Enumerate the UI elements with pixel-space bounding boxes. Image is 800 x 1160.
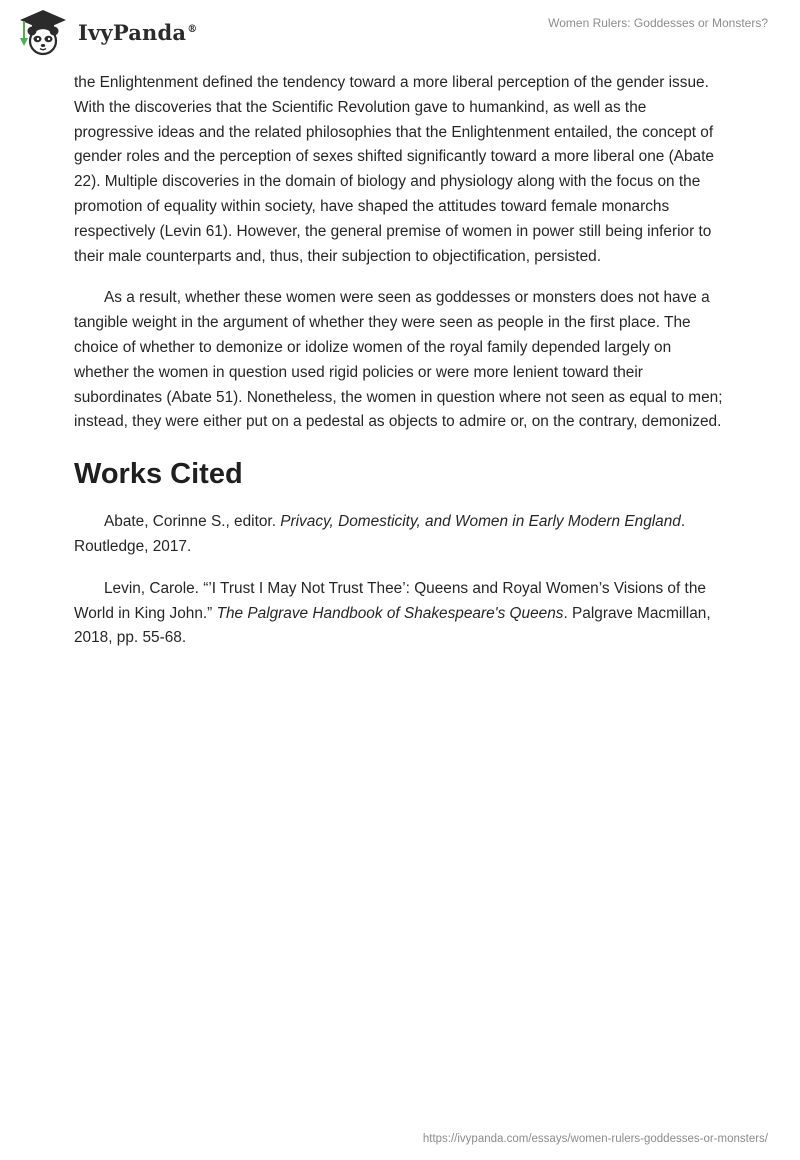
essay-content xyxy=(74,71,726,668)
ivypanda-logo[interactable] xyxy=(14,8,197,56)
source-url-link[interactable]: https://ivypanda.com/essays/women-rulers-goddesses-or-monsters/ xyxy=(422,1133,768,1145)
panda-graduate-icon xyxy=(14,8,72,56)
registered-mark: ® xyxy=(187,23,198,35)
brand-name: IvyPanda® xyxy=(78,19,198,45)
body-paragraph-2: As a result, whether these women were seen as goddesses or monsters does not have a tangible weight in the argument of whether they were seen as people in the first place. The choice of whether to demonize or idolize women of the royal family depended largely on whether the women in question used rigid policies or were more lenient toward their subordinates (Abate 51). Nonetheless, the women in question where not seen as equal to men; instead, they were either put on a pedestal as objects to admire or, on the contrary, demonized. xyxy=(74,289,723,431)
page-header xyxy=(0,0,800,66)
citation-entry-abate: Abate, Corinne S., editor. Privacy, Domesticity, and Women in Early Modern England. Routledge, 2017. xyxy=(74,513,686,555)
works-cited-heading: Works Cited xyxy=(74,458,243,491)
body-paragraph-1: the Enlightenment defined the tendency toward a more liberal perception of the gender issue. With the discoveries that the Scientific Revolution gave to humankind, as well as the progressive ideas and the related philosophies that the Enlightenment entailed, the concept of gender roles and the perception of sexes shifted significantly toward a more liberal one (Abate 22). Multiple discoveries in the domain of biology and physiology along with the focus on the promotion of equality within society, have shaped the attitudes toward female monarchs respectively (Levin 61). However, the general premise of women in power still being inferior to their male counterparts and, thus, their subjection to objectification, persisted. xyxy=(74,74,714,265)
citation-title: The Palgrave Handbook of Shakespeare's Queens xyxy=(216,604,564,622)
citation-title: Privacy, Domesticity, and Women in Early Modern England xyxy=(280,513,681,531)
citation-entry-levin: Levin, Carole. “’I Trust I May Not Trust Thee’: Queens and Royal Women’s Visions of the World in King John.” The Palgrave Handbook of Shakespeare's Queens. Palgrave Macmillan, 2018, pp. 55-68. xyxy=(74,579,711,647)
document-title: Women Rulers: Goddesses or Monsters? xyxy=(548,16,768,30)
